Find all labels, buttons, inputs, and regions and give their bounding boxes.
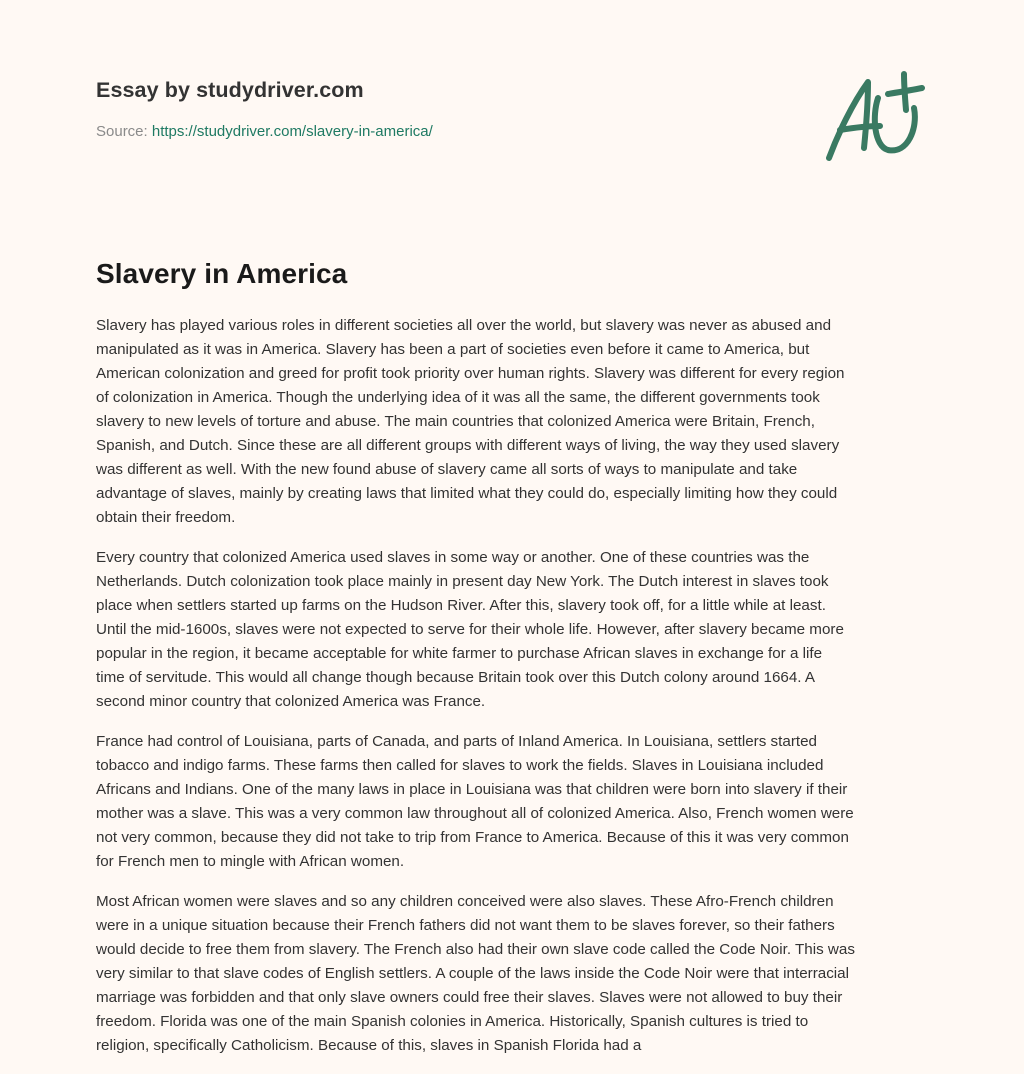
essay-title: Slavery in America xyxy=(96,258,348,289)
source-line xyxy=(96,122,696,142)
text-line: mother was a slave. This was a very common law throughout all of colonized America. Also, French women were xyxy=(96,805,854,822)
text-line: Spanish, and Dutch. Since these are all different groups with different ways of living, the way they used slavery xyxy=(96,437,840,454)
text-line: France had control of Louisiana, parts of Canada, and parts of Inland America. In Louisiana, settlers started xyxy=(96,733,817,750)
text-line: place when settlers started up farms on the Hudson River. After this, slavery took off, for a little while at least. xyxy=(96,597,826,614)
essay-body xyxy=(96,314,938,1074)
essay-paragraph xyxy=(96,546,938,714)
text-line: American colonization and greed for profit took priority over human rights. Slavery was different for every region xyxy=(96,365,845,382)
text-line: Until the mid-1600s, slaves were not expected to serve for their whole life. However, after slavery became more xyxy=(96,621,844,638)
text-line: tobacco and indigo farms. These farms then called for slaves to work the fields. Slaves in Louisiana included xyxy=(96,757,824,774)
text-line: religion, specifically Catholicism. Because of this, slaves in Spanish Florida had a xyxy=(96,1037,642,1054)
text-line: very similar to that slave codes of English settlers. A couple of the laws inside the Code Noir were that interracial xyxy=(96,965,849,982)
text-line: advantage of slaves, mainly by creating laws that limited what they could do, especially limiting how they could xyxy=(96,485,838,502)
a-plus-grade-icon xyxy=(822,68,928,164)
text-line: Netherlands. Dutch colonization took place mainly in present day New York. The Dutch interest in slaves took xyxy=(96,573,829,590)
text-line: marriage was forbidden and that only slave owners could free their slaves. Slaves were not allowed to buy their xyxy=(96,989,843,1006)
text-line: freedom. Florida was one of the main Spanish colonies in America. Historically, Spanish cultures is tried to xyxy=(96,1013,809,1030)
text-line: Every country that colonized America used slaves in some way or another. One of these countries was the xyxy=(96,549,810,566)
text-line: Most African women were slaves and so any children conceived were also slaves. These Afro-French children xyxy=(96,893,834,910)
text-line: popular in the region, it became acceptable for white farmer to purchase African slaves in exchange for a life xyxy=(96,645,823,662)
text-line: time of servitude. This would all change though because Britain took over this Dutch colony around 1664. A xyxy=(96,669,816,686)
text-line: would decide to free them from slavery. The French also had their own slave code called the Code Noir. This was xyxy=(96,941,855,958)
text-line: were in a unique situation because their French fathers did not want them to be slaves forever, so their fathers xyxy=(96,917,835,934)
essay-paragraph xyxy=(96,890,938,1058)
essay-paragraph xyxy=(96,730,938,874)
source-label: Source: xyxy=(96,123,148,140)
text-line: slavery to new levels of torture and abuse. The main countries that colonized America were Britain, French, xyxy=(96,413,815,430)
essay-paragraph xyxy=(96,314,938,530)
text-line: of colonization in America. Though the underlying idea of it was all the same, the different governments took xyxy=(96,389,820,406)
text-line: for French men to mingle with African women. xyxy=(96,853,405,870)
page-header xyxy=(96,76,696,142)
site-title: Essay by studydriver.com xyxy=(96,78,364,102)
source-link[interactable]: https://studydriver.com/slavery-in-america/ xyxy=(151,123,433,140)
text-line: manipulated as it was in America. Slavery has been a part of societies even before it came to America, but xyxy=(96,341,810,358)
text-line: not very common, because they did not take to trip from France to America. Because of this it was very common xyxy=(96,829,849,846)
text-line: was different as well. With the new found abuse of slavery came all sorts of ways to manipulate and take xyxy=(96,461,798,478)
text-line: obtain their freedom. xyxy=(96,509,236,526)
text-line: Slavery has played various roles in different societies all over the world, but slavery was never as abused and xyxy=(96,317,832,334)
text-line: Africans and Indians. One of the many laws in place in Louisiana was that children were born into slavery if their xyxy=(96,781,848,798)
text-line: second minor country that colonized America was France. xyxy=(96,693,486,710)
